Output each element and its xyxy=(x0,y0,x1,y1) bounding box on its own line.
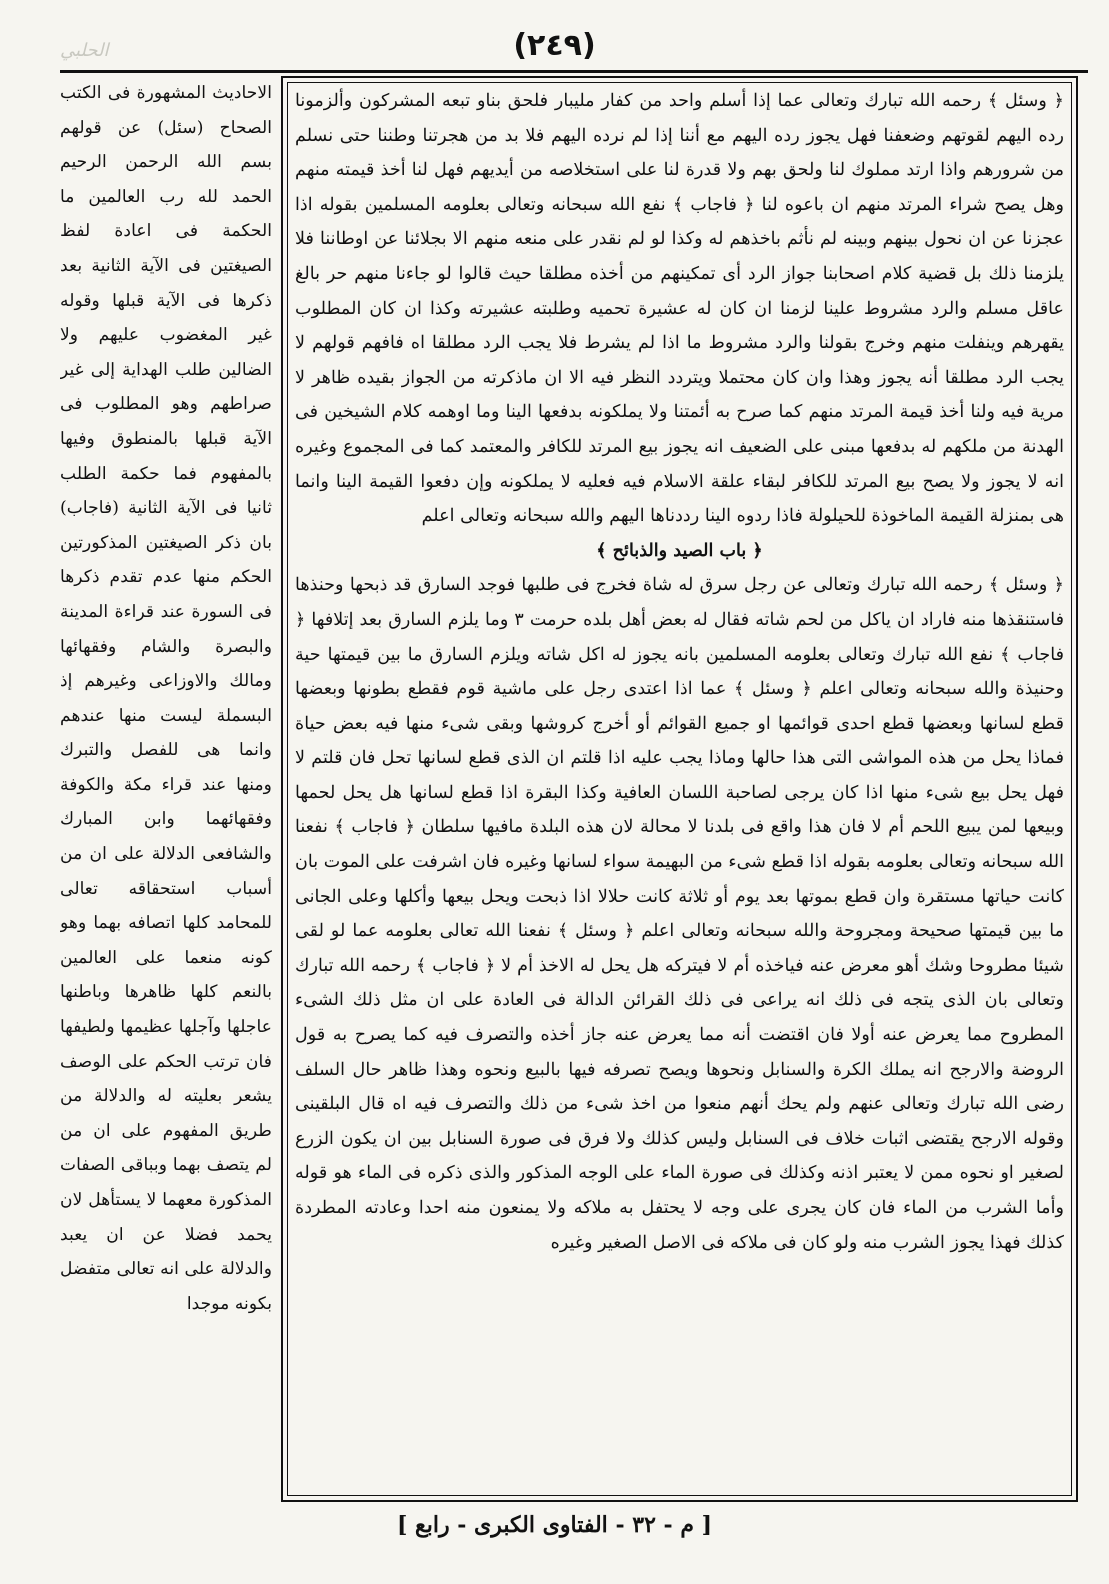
margin-commentary-text: الاحاديث المشهورة فى الكتب الصحاح (سئل) عن قولهم بسم الله الرحمن الرحيم الحمد لله رب العالمين ما الحكمة فى اعادة لفظ الصيغتين فى الآية الثانية بعد ذكرها فى الآية قبلها وقوله غير المغضوب عليهم ولا الضالين طلب الهداية إلى غير صراطهم وهو المطلوب فى الآية قبلها بالمنطوق وفيها بالمفهوم فما حكمة الطلب ثانيا فى الآية الثانية (فاجاب) بان ذكر الصيغتين المذكورتين الحكم منها عدم تقدم ذكرها فى السورة عند قراءة المدينة والبصرة والشام وفقهائها ومالك والاوزاعى وغيرهم إذ البسملة ليست منها عندهم وانما هى للفصل والتبرك ومنها عند قراء مكة والكوفة وفقهائهما وابن المبارك والشافعى الدلالة على ان من أسباب استحقاقه تعالى للمحامد كلها اتصافه بهما وهو كونه منعما على العالمين بالنعم كلها ظاهرها وباطنها عاجلها وآجلها عظيمها ولطيفها فان ترتب الحكم على الوصف يشعر بعليته له والدلالة من طريق المفهوم على ان من لم يتصف بهما وبباقى الصفات المذكورة معهما لا يستأهل لان يحمد فضلا عن ان يعبد والدلالة على انه تعالى متفضل بكونه موجدا xyxy=(60,83,272,1314)
main-text-column xyxy=(295,84,1064,1494)
faint-library-stamp: ﺍﻟﺤﻠﺒﻲ xyxy=(60,40,109,61)
main-text-part-2: ﴿ وسئل ﴾ رحمه الله تبارك وتعالى عن رجل سرق له شاة فخرج فى طلبها فوجد السارق قد ذبحها وحنذها فاستنقذها منه فاراد ان ياكل من لحم شاته فقال له بعض أهل بلده حرمت ٣ وما يلزم السارق بعد إتلافها ﴿ فاجاب ﴾ نفع الله تبارك وتعالى بعلومه المسلمين بانه يجوز له اكل شاته ويلزم السارق ما بين قيمتها حية وحنيذة والله سبحانه وتعالى اعلم ﴿ وسئل ﴾ عما اذا اعتدى رجل على ماشية قوم فقطع بطونها وبعضها قطع لسانها وبعضها قطع احدى قوائمها او جميع القوائم أو أخرج كروشها وبقى شىء منها فيه بعض حياة فماذا يحل من هذه المواشى التى هذا حالها وماذا يجب عليه اذا قلتم ان الذى قطع لسانها تحل فان قلتم لا فهل يحل بيع شىء منها اذا كان يرجى لصاحبة اللسان العافية وكذا البقرة اذا قطع لسانها هل يحل لحمها وبيعها لمن يبيع اللحم أم لا فان هذا واقع فى بلدنا لا محالة لان هذه البلدة مافيها سلطان ﴿ فاجاب ﴾ نفعنا الله سبحانه وتعالى بعلومه بقوله اذا قطع شىء من البهيمة سواء لسانها وغيره فان اشرفت على الموت بان كانت حياتها مستقرة وان قطع بموتها بعد يوم أو ثلاثة كانت حلالا اذا ذبحت ويحل بيعها وأكلها وعلى الجانى ما بين قيمتها صحيحة ومجروحة والله سبحانه وتعالى اعلم ﴿ وسئل ﴾ نفعنا الله تعالى بعلومه عما لو لقى شيئا مطروحا وشك أهو معرض عنه فياخذه أم لا فيتركه هل يحل له الاخذ أم لا ﴿ فاجاب ﴾ رحمه الله تبارك وتعالى بان الذى يتجه فى ذلك انه يراعى فى ذلك القرائن الدالة فى العادة على ان مثل ذلك الشىء المطروح مما يعرض عنه أولا فان اقتضت أنه مما يعرض عنه جاز أخذه والتصرف فيه كما يصرح به قول الروضة والارجح انه يملك الكرة والسنابل ونحوها ويصح تصرفه فيها بالبيع ونحوه وهذا ظاهر حال السلف رضى الله تبارك وتعالى عنهم ولم يحك أنهم منعوا من اخذ شىء من ذلك والتصرف فيه اه قال البلقينى وقوله الارجح يقتضى اثبات خلاف فى السنابل وليس كذلك ولا فرق فى صورة السنابل بين ان يكون الزرع لصغير او نحوه ممن لا يعتبر اذنه وكذلك فى صورة الماء على الوجه المذكور والذى ذكره فى الماء هو قوله وأما الشرب من الماء فان كان يجرى على وجه لا يحتفل به ملاكه ولا يمنعون منه احدا وعادته المطردة كذلك فهذا يجوز الشرب منه ولو كان فى ملاكه فى الاصل الصغير وغيره xyxy=(295,575,1064,1253)
main-text-frame xyxy=(281,76,1078,1502)
top-rule xyxy=(60,70,1088,73)
section-heading: ﴿ باب الصيد والذبائح ﴾ xyxy=(596,539,763,561)
main-text-part-1: ﴿ وسئل ﴾ رحمه الله تبارك وتعالى عما إذا أسلم واحد من كفار مليبار فلحق بناو تبعه المشركون وألزمونا رده اليهم لقوتهم وضعفنا فهل يجوز رده اليهم مع أننا إذا لم نرده اليهم فلا بد من هجرتنا وطننا حتى نسلم من شرورهم واذا ارتد مملوك لنا ولحق بهم ولا قدرة لنا على استخلاصه من أيديهم فهل لنا أخذ قيمته منهم وهل يصح شراء المرتد منهم ان باعوه لنا ﴿ فاجاب ﴾ نفع الله سبحانه وتعالى بعلومه المسلمين بقوله اذا عجزنا عن ان نحول بينهم وبينه لم نأثم باخذهم له وكذا لو لم نقدر على منعه منهم الا بجلائنا عن اوطاننا فلا يلزمنا ذلك بل قضية كلام اصحابنا جواز الرد أى تمكينهم من أخذه مطلقا حيث قالوا لو جاءنا منهم حر بالغ عاقل مسلم والرد مشروط علينا لزمنا ان كان له عشيرة تحميه وطلبته عشيرته وكذا ان كان المطلوب يقهرهم وينفلت منهم وخرج بقولنا والرد مشروط ما اذا لم يشرط فلا يجب الرد مطلقا اه فافهم قولهم لا يجب الرد مطلقا أنه يجوز وهذا وان كان محتملا ويتردد النظر فيه الا ان ماذكرته من الجواز بقيده ظاهر لا مرية فيه ولنا أخذ قيمة المرتد منهم كما صرح به أئمتنا ولا يملكونه بدفعها الينا وما اوهمه كلام الشيخين فى الهدنة من ملكهم له بدفعها مبنى على الضعيف انه يجوز بيع المرتد للكافر والمعتمد كما فى المجموع وغيره انه لا يجوز ولا يصح بيع المرتد للكافر لبقاء علقة الاسلام فيه فعليه لا يملكونه وإن دفعوا القيمة الينا وانما هى بمنزلة القيمة الماخوذة للحيلولة فاذا ردوه الينا رددناها اليهم والله سبحانه وتعالى اعلم xyxy=(295,91,1064,527)
page-footer-signature: [ م - ٣٢ - الفتاوى الكبرى - رابع ] xyxy=(396,1512,713,1538)
page-number: (٢٤٩) xyxy=(513,28,596,63)
margin-commentary-column xyxy=(60,76,272,1502)
